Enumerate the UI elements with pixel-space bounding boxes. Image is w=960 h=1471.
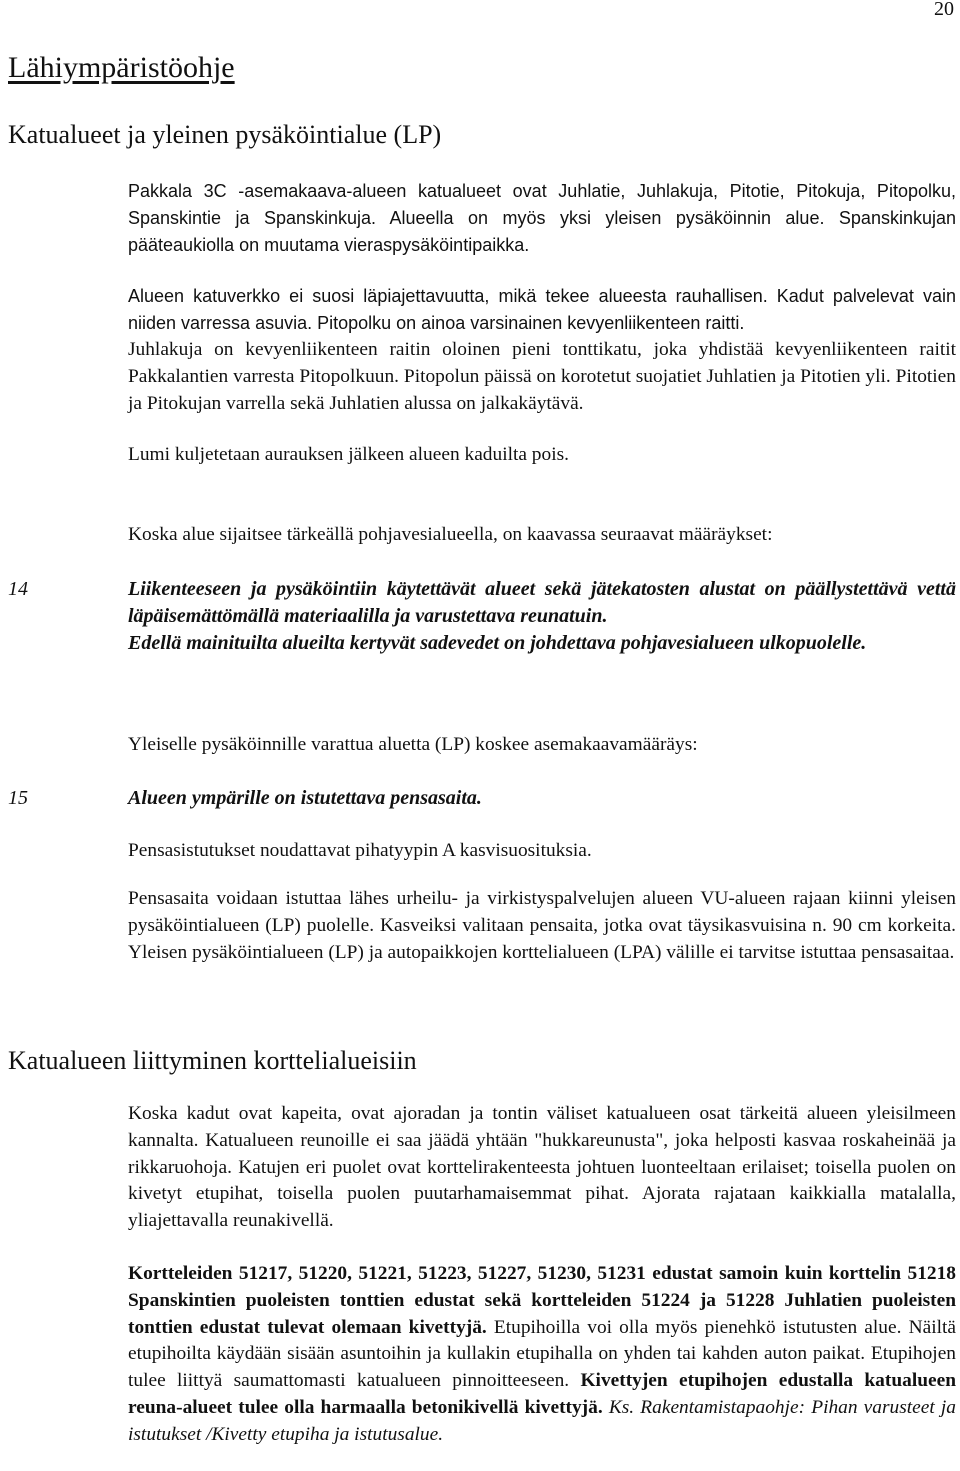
paragraph-text: Lumi kuljetetaan aurauksen jälkeen alueen kaduilta pois. (128, 444, 569, 465)
paragraph-hedge (128, 886, 956, 966)
paragraph-street-areas (128, 178, 956, 258)
regulation-text (128, 576, 956, 656)
normal-text: Etupihoilla voi olla myös pienehkö istutusten alue. Näiltä etupihoilta käydään sisään asuntoihin ja kullakin etupihalla on yhden tai kahden auton paikat. Etupihojen tulee liittyä saumattomasti katualueen pinnoitteeseen. (128, 1316, 956, 1392)
bold-text: Kivettyjen etupihojen edustalla katualueen reuna-alueet tulee olla harmaalla betonikivellä kivettyjä. (128, 1370, 956, 1418)
paragraph-street-network (128, 283, 956, 337)
regulation-14 (8, 576, 956, 684)
paragraph-text: Pakkala 3C -asemakaava-alueen katualueet ovat Juhlatie, Juhlakuja, Pitotie, Pitokuja, Pitopolku, Spanskintie ja Spanskinkuja. Alueella on myös yksi yleisen pysäköinnin alue. Spanskinkujan pääteaukiolla on muutama vieraspysäköintipaikka. (128, 181, 956, 255)
section-heading-streets: Katualueet ja yleinen pysäköintialue (LP) (8, 120, 442, 149)
paragraph-blocks (128, 1261, 956, 1449)
paragraph-snow (128, 442, 956, 469)
paragraph-text: Koska alue sijaitsee tärkeällä pohjavesialueella, on kaavassa seuraavat määräykset: (128, 524, 773, 545)
paragraph-parking-regulation (128, 732, 956, 759)
paragraph-planting (128, 838, 956, 865)
paragraph-text: Alueen katuverkko ei suosi läpiajettavuutta, mikä tekee alueesta rauhallisen. Kadut palvelevat vain niiden varressa asuvia. Pitopolku on ainoa varsinainen kevyenliikenteen raitti. (128, 286, 956, 333)
paragraph-juhlakuja (128, 337, 956, 417)
reference-text: Ks. Rakentamistapaohje: Pihan varusteet ja istutukset /Kivetty etupiha ja istutusalue. (128, 1396, 956, 1445)
paragraph-text: Yleiselle pysäköinnille varattua aluetta (LP) koskee asemakaavamääräys: (128, 734, 698, 755)
paragraph-text (128, 1261, 956, 1449)
paragraph-text: Pensasaita voidaan istuttaa lähes urheilu- ja virkistyspalvelujen alueen VU-alueen rajaan kiinni yleisen pysäköintialueen (LP) puolelle. Kasveiksi valitaan pensaita, jotka ovat täysikasvuisina n. 90 cm korkeita. Yleisen pysäköintialueen (LP) ja autopaikkojen korttelialueen (LPA) välille ei tarvitse istuttaa pensasaitaa. (128, 888, 956, 963)
paragraph-text: Juhlakuja on kevyenliikenteen raitin oloinen pieni tonttikatu, joka yhdistää kevyenliikenteen raitit Pakkalantien varresta Pitopolkuun. Pitopolun päissä on korotetut suojatiet Juhlatien ja Pitotien yli. Pitotien ja Pitokujan varrella sekä Juhlatien alussa on jalkakäytävä. (128, 339, 956, 414)
page-title: Lähiympäristöohje (8, 51, 235, 84)
paragraph-narrow-streets (128, 1101, 956, 1235)
regulation-text: Alueen ympärille on istutettava pensasaita. (128, 787, 482, 809)
paragraph-text: Pensasistutukset noudattavat pihatyypin A kasvisuosituksia. (128, 840, 592, 861)
regulation-15 (8, 785, 956, 813)
regulation-number: 15 (8, 787, 28, 809)
page-number: 20 (934, 0, 954, 20)
regulation-number: 14 (8, 578, 28, 600)
paragraph-groundwater (128, 522, 956, 549)
section-heading-connection: Katualueen liittyminen korttelialueisiin (8, 1046, 417, 1075)
regulation-line: Edellä mainituilta alueilta kertyvät sadevedet on johdettava pohjavesialueen ulkopuolelle. (128, 631, 867, 654)
bold-text: Kortteleiden 51217, 51220, 51221, 51223, 51227, 51230, 51231 edustat samoin kuin korttelin 51218 Spanskintien puoleisten tonttien edustat sekä kortteleiden 51224 ja 51228 Juhlatien puoleisten tonttien edustat tulevat olemaan kivettyjä. (128, 1263, 956, 1338)
paragraph-text: Koska kadut ovat kapeita, ovat ajoradan ja tontin väliset katualueen osat tärkeitä alueen yleisilmeen kannalta. Katualueen reunoille ei saa jäädä yhtään "hukkareunusta", joka helposti kasvaa roskaheinää ja rikkaruohoja. Katujen eri puolet ovat korttelirakenteesta johtuen luonteeltaan erilaiset; toisella puolen on kivetyt etupihat, toisella puolen puutarhamaisemmat pihat. Ajorata rajataan kaikkialla matalalla, yliajettavalla reunakivellä. (128, 1103, 956, 1232)
regulation-line: Liikenteeseen ja pysäköintiin käytettävät alueet sekä jätekatosten alustat on päällystettävä vettä läpäisemättömällä materiaalilla ja varustettava reunatuin. (128, 578, 956, 627)
